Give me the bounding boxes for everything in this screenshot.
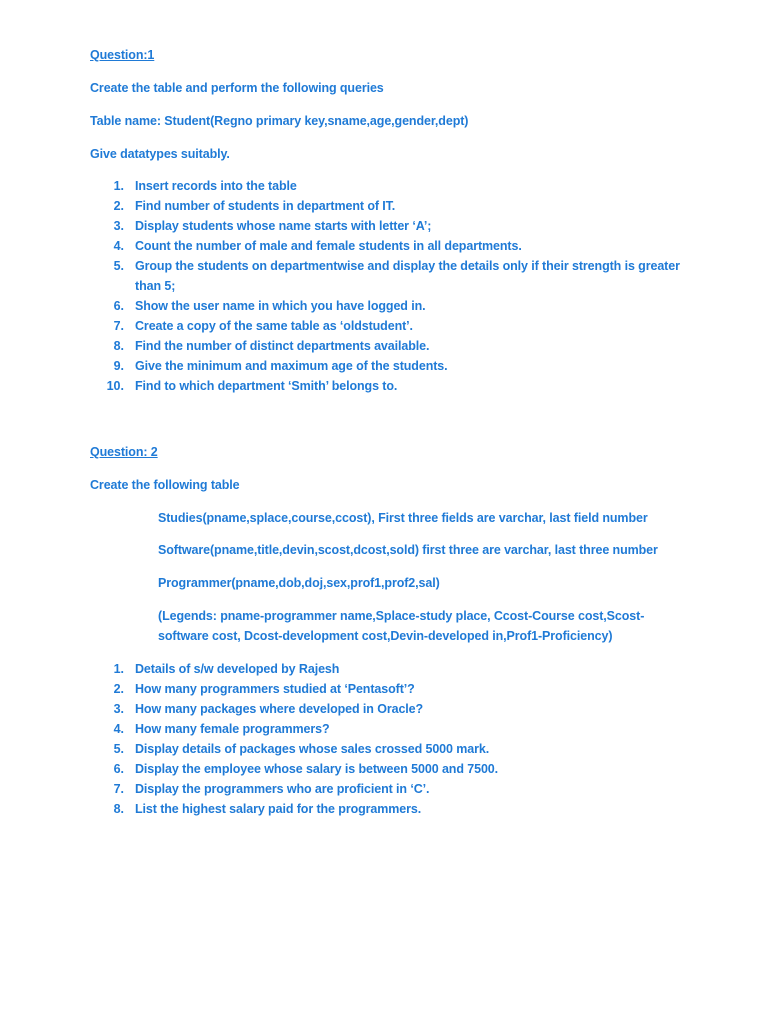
list-item: Count the number of male and female students in all departments. bbox=[135, 239, 522, 253]
software-table-definition: Software(pname,title,devin,scost,dcost,sold) first three are varchar, last three number bbox=[158, 543, 658, 557]
list-item-number: 2. bbox=[113, 199, 124, 213]
list-item: Group the students on departmentwise and display the details only if their strength is greater bbox=[135, 259, 680, 273]
list-item: Find number of students in department of IT. bbox=[135, 199, 396, 213]
list-item-number: 5. bbox=[113, 259, 124, 273]
legend-line-2: software cost, Dcost-development cost,Devin-developed in,Prof1-Proficiency) bbox=[158, 629, 613, 643]
list-item: Create a copy of the same table as ‘oldstudent’. bbox=[135, 319, 413, 333]
list-item-number: 4. bbox=[113, 239, 124, 253]
programmer-table-definition: Programmer(pname,dob,doj,sex,prof1,prof2,sal) bbox=[158, 576, 440, 590]
list-item-number: 6. bbox=[113, 299, 124, 313]
list-item-number: 5. bbox=[113, 742, 124, 756]
list-item: Details of s/w developed by Rajesh bbox=[135, 662, 340, 676]
list-item-number: 10. bbox=[106, 379, 124, 393]
legend-line-1: (Legends: pname-programmer name,Splace-study place, Ccost-Course cost,Scost- bbox=[158, 609, 645, 623]
list-item: Insert records into the table bbox=[135, 179, 297, 193]
question-1-heading: Question:1 bbox=[90, 48, 155, 62]
studies-table-definition: Studies(pname,splace,course,ccost), First three fields are varchar, last field number bbox=[158, 511, 648, 525]
list-item-continuation: than 5; bbox=[135, 279, 176, 293]
list-item: Show the user name in which you have logged in. bbox=[135, 299, 426, 313]
question-2-intro: Create the following table bbox=[90, 478, 240, 492]
list-item-number: 3. bbox=[113, 702, 124, 716]
list-item-number: 7. bbox=[113, 319, 124, 333]
list-item-number: 1. bbox=[113, 179, 124, 193]
list-item: Display students whose name starts with letter ‘A’; bbox=[135, 219, 432, 233]
list-item: Display details of packages whose sales crossed 5000 mark. bbox=[135, 742, 490, 756]
question-2-heading: Question: 2 bbox=[90, 445, 158, 459]
list-item-number: 8. bbox=[113, 339, 124, 353]
question-1-table-name: Table name: Student(Regno primary key,sname,age,gender,dept) bbox=[90, 114, 469, 128]
list-item-number: 2. bbox=[113, 682, 124, 696]
list-item: Display the employee whose salary is between 5000 and 7500. bbox=[135, 762, 499, 776]
list-item-number: 3. bbox=[113, 219, 124, 233]
list-item-number: 6. bbox=[113, 762, 124, 776]
list-item-number: 1. bbox=[113, 662, 124, 676]
list-item: Give the minimum and maximum age of the students. bbox=[135, 359, 448, 373]
list-item: Find to which department ‘Smith’ belongs to. bbox=[135, 379, 398, 393]
question-1-intro: Create the table and perform the following queries bbox=[90, 81, 384, 95]
list-item-number: 9. bbox=[113, 359, 124, 373]
list-item: How many packages where developed in Oracle? bbox=[135, 702, 424, 716]
list-item: Display the programmers who are proficient in ‘C’. bbox=[135, 782, 430, 796]
list-item: List the highest salary paid for the programmers. bbox=[135, 802, 422, 816]
list-item-number: 8. bbox=[113, 802, 124, 816]
list-item-number: 4. bbox=[113, 722, 124, 736]
question-1-datatypes: Give datatypes suitably. bbox=[90, 147, 230, 161]
list-item-number: 7. bbox=[113, 782, 124, 796]
list-item: How many female programmers? bbox=[135, 722, 330, 736]
list-item: How many programmers studied at ‘Pentasoft’? bbox=[135, 682, 415, 696]
list-item: Find the number of distinct departments available. bbox=[135, 339, 430, 353]
